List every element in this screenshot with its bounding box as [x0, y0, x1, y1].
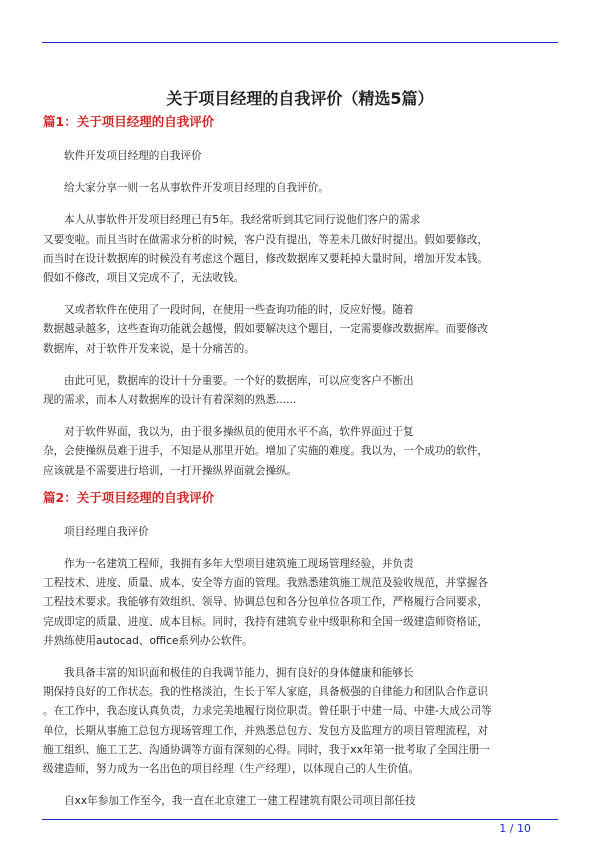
- paragraph-line: 级建造师，努力成为一名出色的项目经理（生产经理），以体现自己的人生价值。: [43, 763, 420, 776]
- paragraph: [43, 792, 557, 811]
- paragraph-line: 数据库，对于软件开发来说，是十分痛苦的。: [43, 342, 255, 355]
- paragraph-line: 完成即定的质量、进度、成本目标。同时，我持有建筑专业中级职称和全国一级建造师资格证，: [43, 615, 488, 628]
- paragraph-line: 对于软件界面，我以为，由于很多操纵员的使用水平不高，软件界面过于复: [64, 426, 414, 439]
- paragraph-line: 杂，会使操纵员难于进手，不知是从那里开始。增加了实施的难度。我以为，一个成功的软件，: [43, 445, 488, 458]
- page-number: 1 / 10: [499, 822, 531, 835]
- paragraph-line: 给大家分享一则一名从事软件开发项目经理的自我评价。: [64, 182, 329, 195]
- paragraph-line: 我具备丰富的知识面和极佳的自我调节能力，拥有良好的身体健康和能够长: [64, 667, 414, 680]
- paragraph-line: 。在工作中，我态度认真负责，力求完美地履行岗位职责。曾任职于中建一局、中建-大成公司等: [43, 705, 492, 718]
- paragraph: [43, 523, 557, 542]
- paragraph: [43, 179, 557, 198]
- document-body: [43, 113, 557, 811]
- paragraph: [43, 301, 557, 359]
- header-rule: [42, 42, 558, 43]
- paragraph-line: 软件开发项目经理的自我评价: [64, 150, 202, 162]
- footer-rule: [42, 819, 558, 820]
- paragraph: [43, 147, 557, 166]
- paragraph-line: 作为一名建筑工程师，我拥有多年大型项目建筑施工现场管理经验，并负责: [64, 558, 414, 571]
- paragraph-line: 工程技术要求。我能够有效组织、领导、协调总包和各分包单位各项工作，严格履行合同要求，: [43, 596, 488, 609]
- paragraph-line: 单位，长期从事施工总包方现场管理工作，并熟悉总包方、发包方及监理方的项目管理流程，对: [43, 724, 488, 737]
- paragraph: [43, 555, 557, 651]
- paragraph: [43, 211, 557, 288]
- section-heading-2: 篇2：关于项目经理的自我评价: [43, 489, 215, 505]
- paragraph-line: 期保持良好的工作状态。我的性格淡泊，生长于军人家庭，具备极强的自律能力和团队合作意识: [43, 686, 488, 699]
- paragraph-line: 又或者软件在使用了一段时间，在使用一些查询功能的时，反应好慢。随着: [64, 304, 414, 317]
- paragraph-line: 应该就是不需要进行培训，一打开操纵界面就会操纵。: [43, 464, 298, 477]
- paragraph-line: 现的需求，而本人对数据库的设计有着深刻的熟悉......: [43, 394, 297, 407]
- paragraph-line: 施工组织、施工工艺、沟通协调等方面有深刻的心得。同时，我于xx年第一批考取了全国注册一: [43, 743, 490, 756]
- paragraph-line: 数据越录越多，这些查询功能就会越慢，假如要解决这个题目，一定需要修改数据库。而要修改: [43, 323, 488, 336]
- paragraph: [43, 664, 557, 779]
- document-title: 关于项目经理的自我评价（精选5篇）: [166, 88, 434, 108]
- paragraph-line: 又要变啦。而且当时在做需求分析的时候，客户没有提出，等差未几做好时提出。假如要修改，: [43, 233, 488, 246]
- paragraph-line: 并熟练使用autocad、office系列办公软件。: [43, 634, 253, 647]
- paragraph: [43, 372, 557, 410]
- paragraph-line: 而当时在设计数据库的时候没有考虑这个题目，修改数据库又要耗掉大量时间，增加开发本钱。: [43, 252, 488, 265]
- paragraph-line: 由此可见，数据库的设计十分重要。一个好的数据库，可以应变客户不断出: [64, 374, 414, 387]
- paragraph-line: 项目经理自我评价: [64, 525, 149, 538]
- paragraph: [43, 423, 557, 481]
- paragraph-line: 自xx年参加工作至今，我一直在北京建工一建工程建筑有限公司项目部任技: [64, 795, 416, 808]
- section-heading-1: 篇1：关于项目经理的自我评价: [43, 114, 215, 129]
- paragraph-line: 假如不修改，项目又完成不了，无法收钱。: [43, 272, 245, 285]
- paragraph-line: 工程技术、进度、质量、成本、安全等方面的管理。我熟悉建筑施工规范及验收规范，并掌握各: [43, 577, 488, 590]
- paragraph-line: 本人从事软件开发项目经理已有5年。我经常听到其它同行说他们客户的需求: [64, 214, 421, 227]
